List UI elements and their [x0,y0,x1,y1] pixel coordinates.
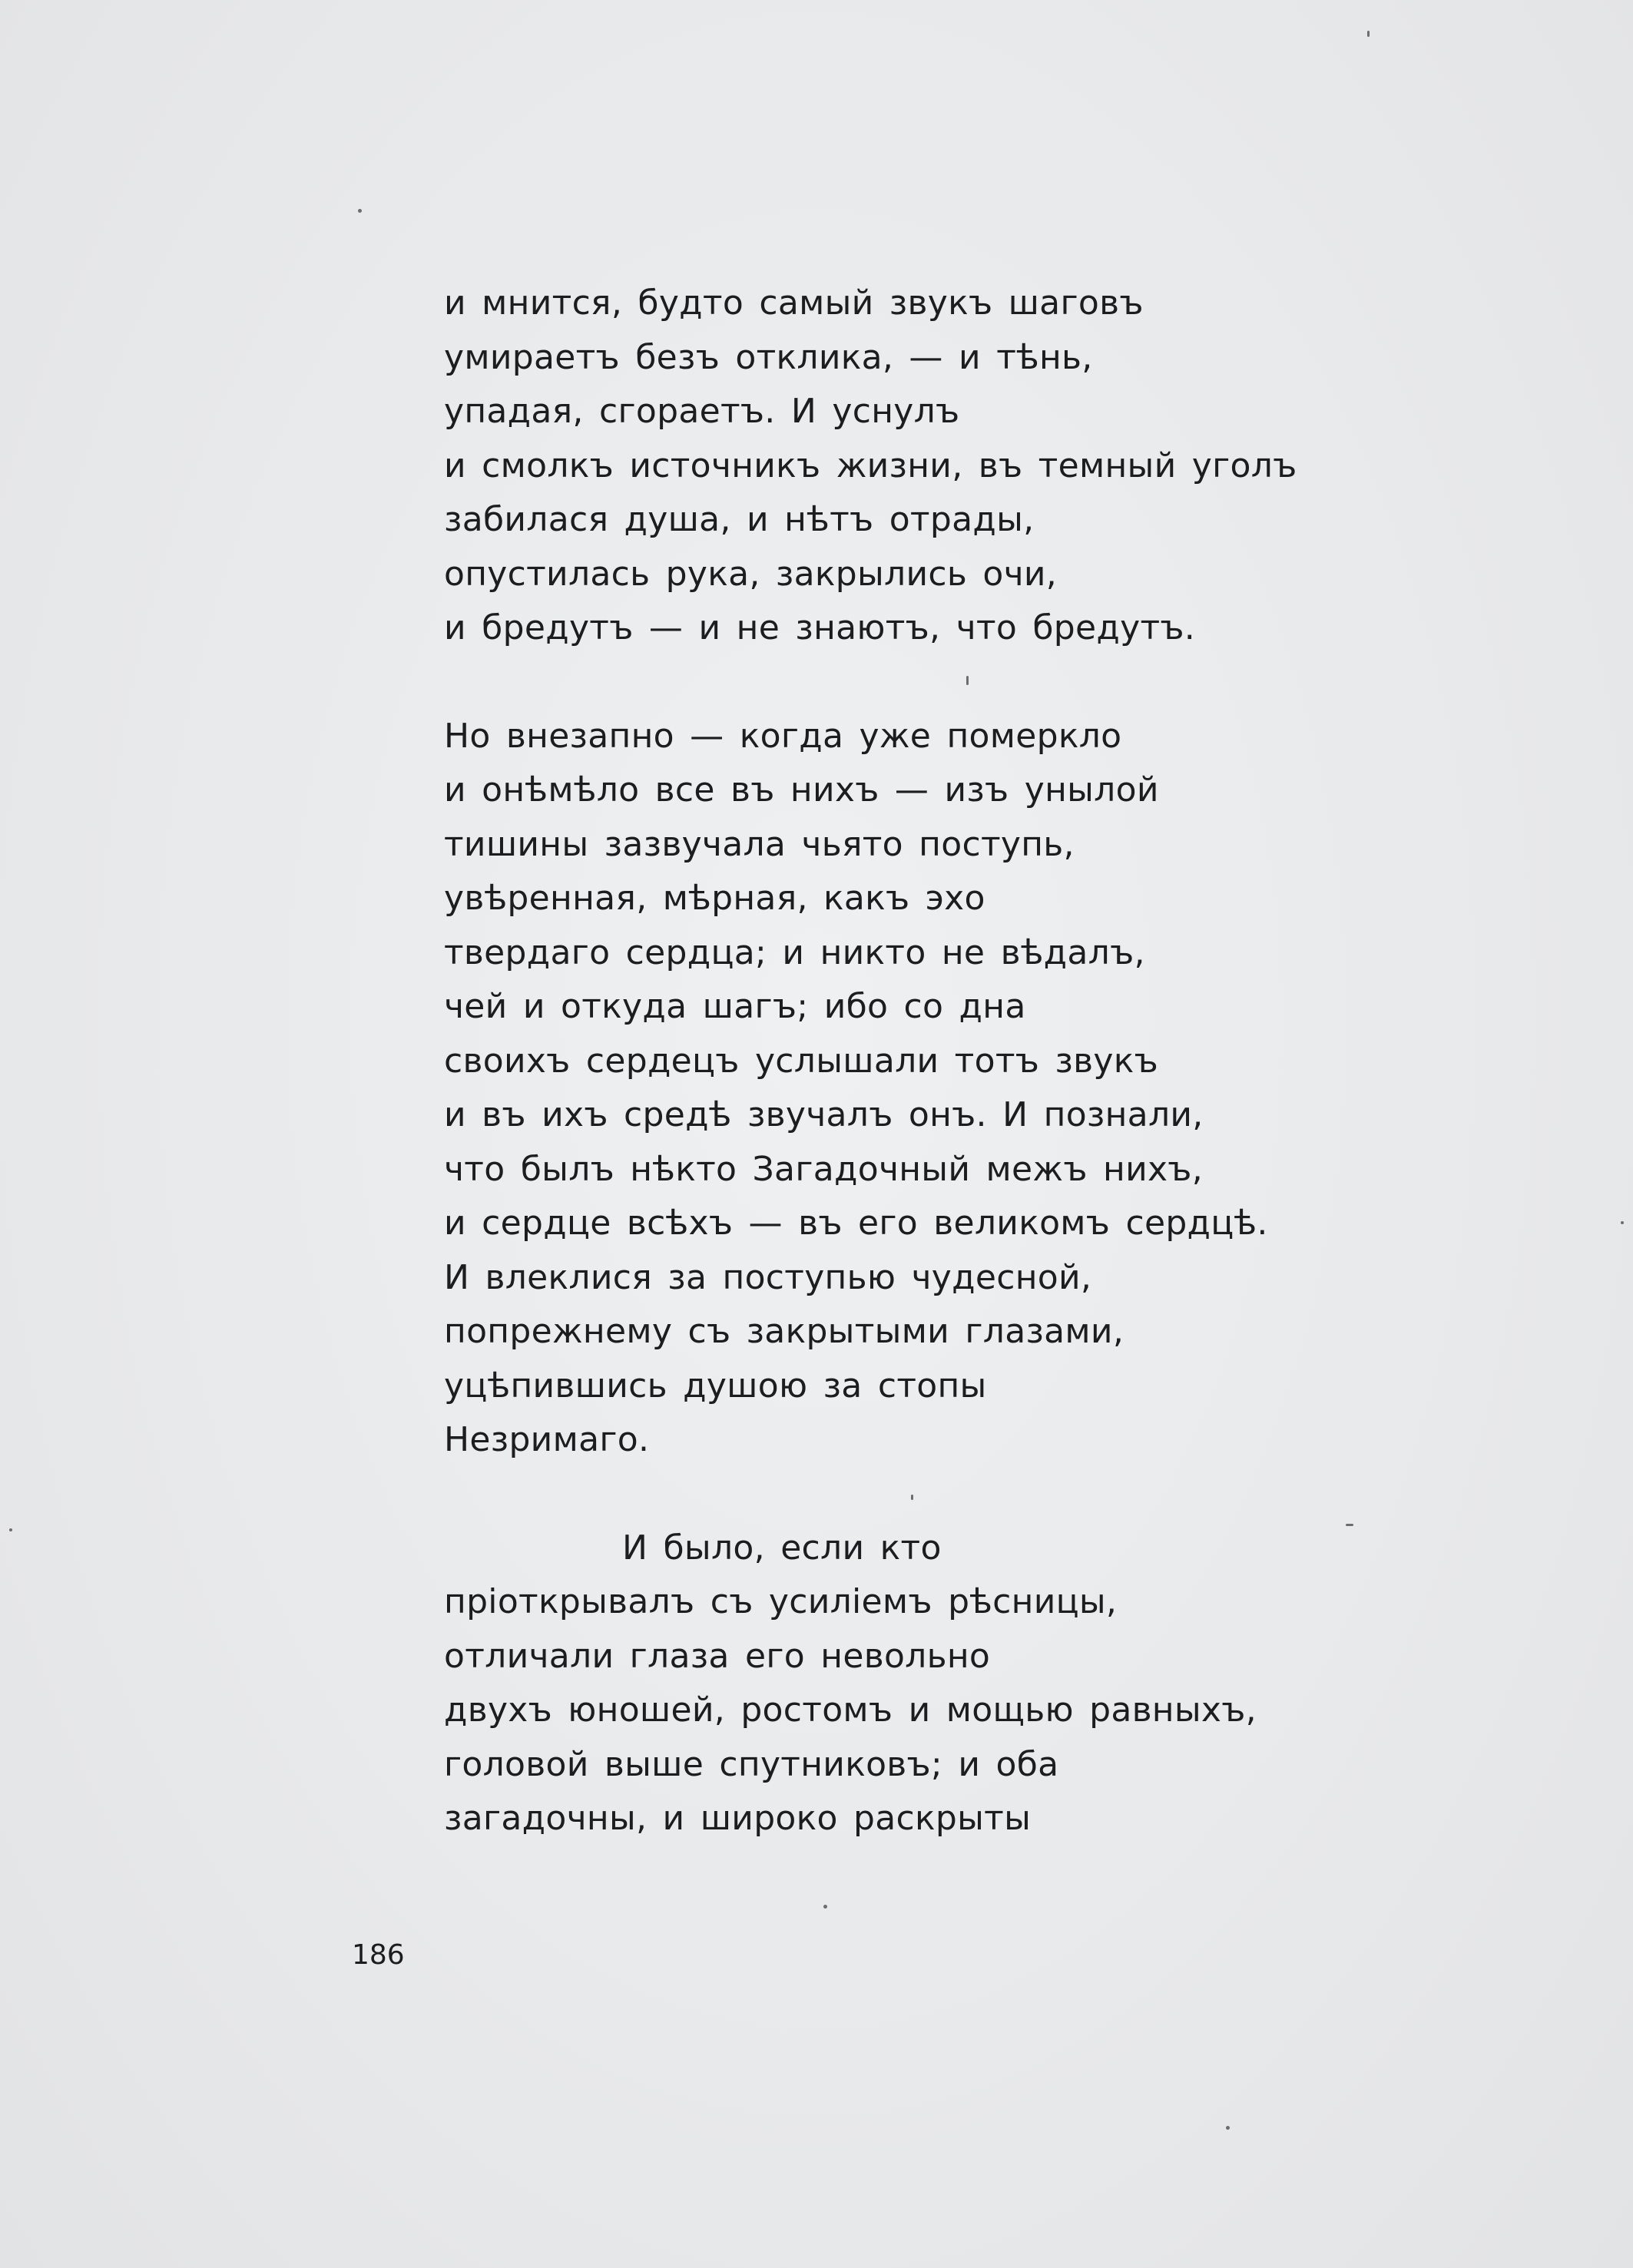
verse-line: чей и откуда шагъ; ибо со дна [444,987,1026,1026]
verse-line: и онѣмѣло все въ нихъ — изъ унылой [444,770,1159,810]
verse-line: что былъ нѣкто Загадочный межъ нихъ, [444,1149,1203,1189]
page-number: 186 [352,1939,405,1971]
verse-line-indented: И было, если кто [622,1528,942,1568]
verse-line: Но внезапно — когда уже померкло [444,716,1122,756]
verse-line: тишины зазвучала чьято поступь, [444,824,1075,864]
stanza-gap [444,1468,1519,1521]
verse-line: И влеклися за поступью чудесной, [444,1257,1092,1297]
stanza-gap [444,656,1519,710]
paper-speck [1367,31,1370,37]
verse-line: и бредутъ — и не знаютъ, что бредутъ. [444,608,1196,647]
poem-text [444,276,1519,1846]
stanza-3 [444,1521,1519,1846]
paper-speck [9,1528,12,1531]
verse-line: головой выше спутниковъ; и оба [444,1744,1059,1784]
paper-speck [911,1495,913,1500]
verse-line: увѣренная, мѣрная, какъ эхо [444,879,985,918]
verse-line: отличали глаза его невольно [444,1636,991,1676]
stanza-1 [444,276,1519,656]
verse-line: пріоткрывалъ съ усиліемъ рѣсницы, [444,1582,1118,1621]
paper-speck [1346,1524,1353,1526]
verse-line: забилася душа, и нѣтъ отрады, [444,500,1035,539]
verse-line: Незримаго. [444,1420,650,1459]
verse-line: и въ ихъ средѣ звучалъ онъ. И познали, [444,1095,1204,1134]
verse-line: твердаго сердца; и никто не вѣдалъ, [444,932,1145,972]
verse-line: и мнится, будто самый звукъ шаговъ [444,283,1144,323]
paper-speck [358,209,362,213]
paper-speck [1226,2126,1230,2130]
verse-line: умираетъ безъ отклика, — и тѣнь, [444,337,1093,377]
verse-line: двухъ юношей, ростомъ и мощью равныхъ, [444,1690,1257,1730]
verse-line: попрежнему съ закрытыми глазами, [444,1312,1125,1351]
verse-line: опустилась рука, закрылись очи, [444,554,1058,594]
verse-line: загадочны, и широко раскрыты [444,1799,1032,1838]
verse-line: упадая, сгораетъ. И уснулъ [444,392,960,431]
verse-line: уцѣпившись душою за стопы [444,1366,987,1405]
stanza-2 [444,710,1519,1468]
paper-speck [1621,1221,1624,1224]
verse-line: и смолкъ источникъ жизни, въ темный уголъ [444,445,1297,485]
verse-line: своихъ сердецъ услышали тотъ звукъ [444,1041,1158,1081]
paper-speck [823,1905,827,1909]
verse-line: и сердце всѣхъ — въ его великомъ сердцѣ. [444,1204,1268,1243]
paper-speck [966,676,969,685]
